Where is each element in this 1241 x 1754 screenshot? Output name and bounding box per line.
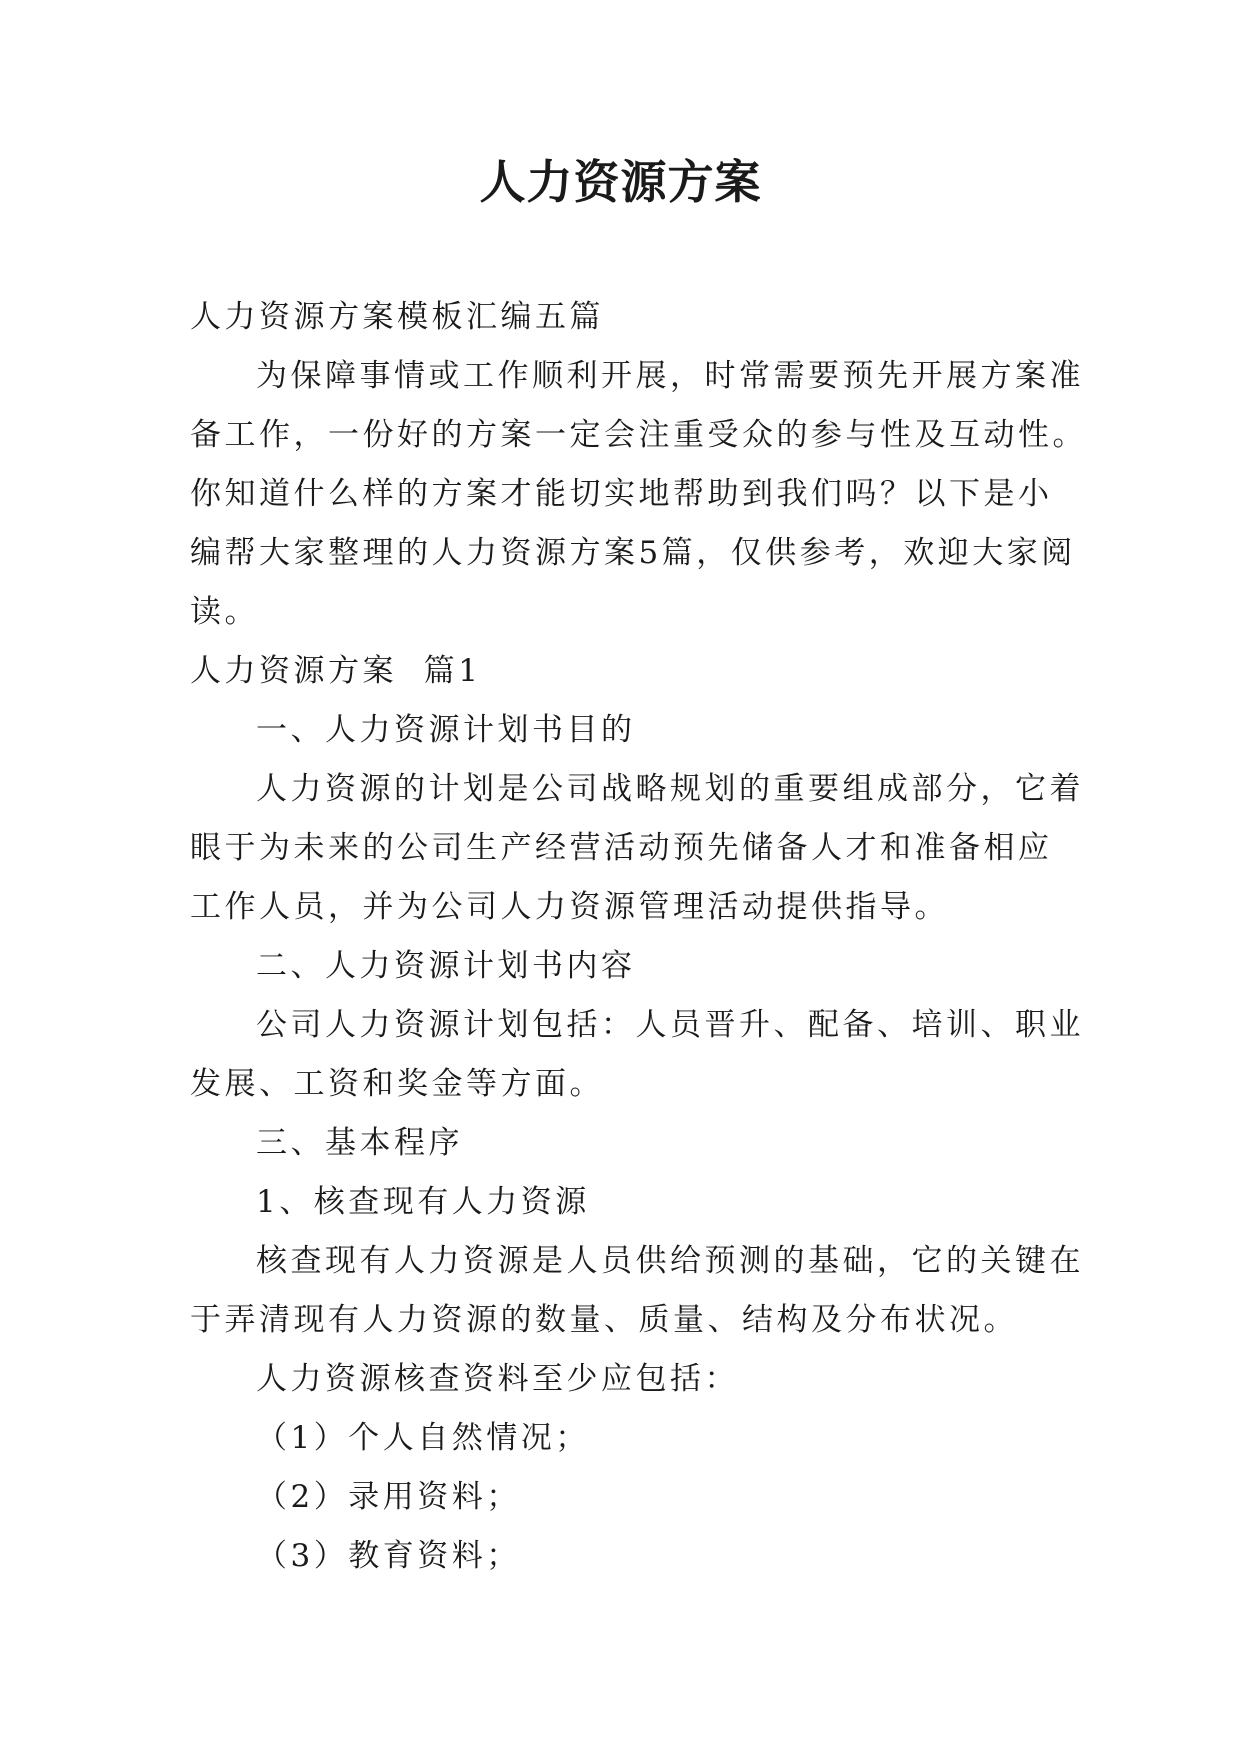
paragraph-line: 工作人员，并为公司人力资源管理活动提供指导。 (190, 889, 949, 925)
section-heading: 人力资源方案 篇1 (190, 653, 482, 689)
paragraph-line: 为保障事情或工作顺利开展，时常需要预先开展方案准 (256, 358, 1084, 394)
document-title: 人力资源方案 (479, 155, 762, 209)
paragraph-line: 你知道什么样的方案才能切实地帮助到我们吗？以下是小 (190, 476, 1053, 512)
numbered-heading: 1、核查现有人力资源 (256, 1184, 590, 1220)
paragraph-line: 发展、工资和奖金等方面。 (190, 1066, 604, 1102)
subsection-heading: 二、人力资源计划书内容 (256, 948, 636, 984)
list-item: （2）录用资料； (256, 1479, 521, 1515)
list-item: （3）教育资料； (256, 1538, 521, 1574)
paragraph-line: 于弄清现有人力资源的数量、质量、结构及分布状况。 (190, 1302, 1018, 1338)
subsection-heading: 一、人力资源计划书目的 (256, 712, 636, 748)
list-item: （1）个人自然情况； (256, 1420, 590, 1456)
paragraph-line: 公司人力资源计划包括：人员晋升、配备、培训、职业 (256, 1007, 1084, 1043)
paragraph-line: 人力资源的计划是公司战略规划的重要组成部分，它着 (256, 771, 1084, 807)
subsection-heading: 三、基本程序 (256, 1125, 463, 1161)
paragraph-line: 眼于为未来的公司生产经营活动预先储备人才和准备相应 (190, 830, 1053, 866)
paragraph-line: 人力资源核查资料至少应包括： (256, 1361, 739, 1397)
paragraph-line: 读。 (190, 594, 259, 630)
document-body (190, 288, 1087, 1586)
paragraph-line: 备工作，一份好的方案一定会注重受众的参与性及互动性。 (190, 417, 1087, 453)
paragraph-line: 核查现有人力资源是人员供给预测的基础，它的关键在 (256, 1243, 1084, 1279)
subtitle-line: 人力资源方案模板汇编五篇 (190, 299, 604, 335)
paragraph-line: 编帮大家整理的人力资源方案5篇，仅供参考，欢迎大家阅 (190, 535, 1076, 571)
